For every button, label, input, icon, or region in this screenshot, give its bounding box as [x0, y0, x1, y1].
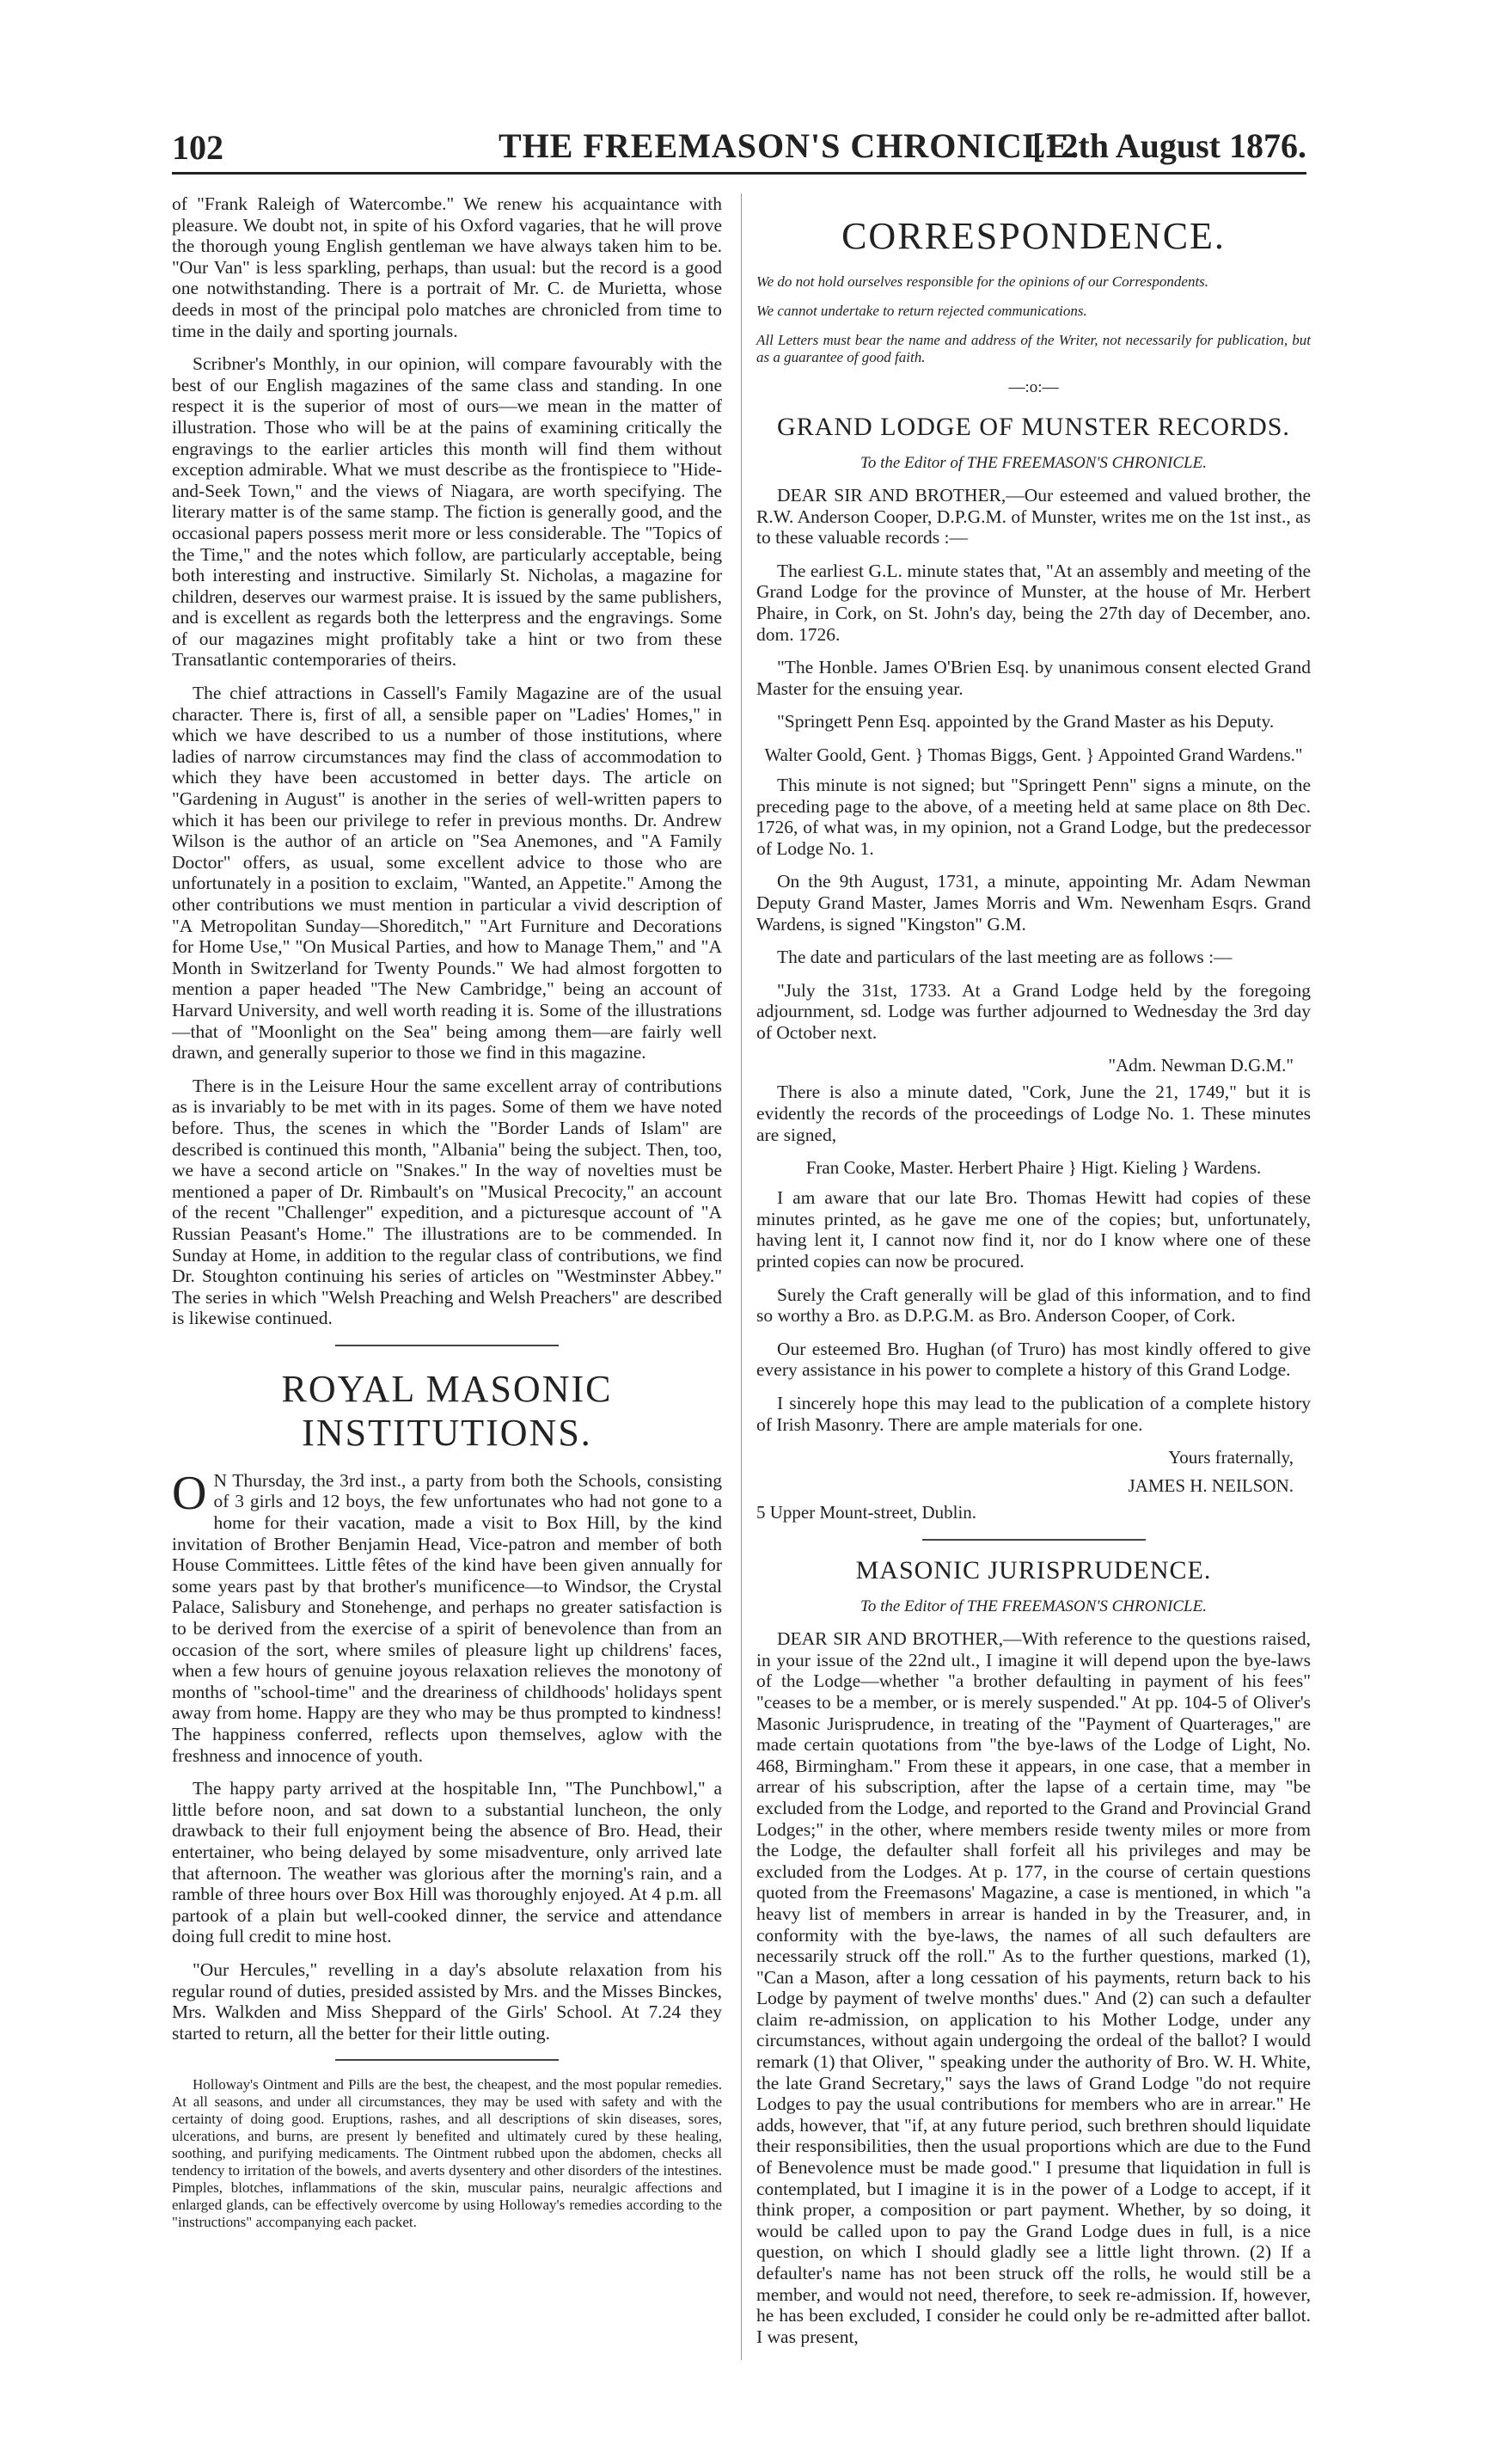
disclaimer: We cannot undertake to return rejected communications.: [756, 303, 1087, 319]
letter-paragraph: "July the 31st, 1733. At a Grand Lodge held by the foregoing adjournment, sd. Lodge was further adjourned to Wednesday the 3rd day of October next.: [756, 979, 1311, 1043]
rmi-paragraph: The happy party arrived at the hospitable Inn, "The Punchbowl," a little before noon, and sat down to a substantial luncheon, the only drawback to their full enjoyment being the absence of Bro. Head, their entertainer, who being delayed by some misadventure, only arrived late that afternoon. The weather was glorious after the morning's rain, and a ramble of three hours over Box Hill was thoroughly enjoyed. At 4 p.m. all partook of a plain but well-cooked dinner, the service and attendance doing full credit to mine host.: [172, 1778, 722, 1947]
letter-paragraph: "Springett Penn Esq. appointed by the Grand Master as his Deputy.: [777, 711, 1275, 732]
letter-paragraph: On the 9th August, 1731, a minute, appointing Mr. Adam Newman Deputy Grand Master, James Morris and Wm. Newenham Esqrs. Grand Wardens, is signed "Kingston" G.M.: [756, 871, 1311, 935]
rmi-paragraph: [172, 1466, 722, 1766]
disclaimer: All Letters must bear the name and address of the Writer, not necessarily for publication, but as a guarantee of good faith.: [756, 332, 1311, 365]
minute-signature: "Adm. Newman D.G.M.": [1108, 1055, 1294, 1076]
disclaimer: We do not hold ourselves responsible for the opinions of our Correspondents.: [756, 273, 1209, 290]
page-header: [172, 120, 1306, 175]
rmi-paragraph: "Our Hercules," revelling in a day's absolute relaxation from his regular round of duties, presided assisted by Mrs. and the Misses Binckes, Mrs. Walkden and Miss Sheppard of the Girls' School. At 7.24 they started to return, all the better for their little outing.: [172, 1958, 722, 2044]
holloway-advert: Holloway's Ointment and Pills are the best, the cheapest, and the most popular remedies. At all seasons, and under all circumstances, they may be used with safety and with the certainty of doing good. Eruptions, rashes, and all descriptions of skin diseases, sores, ulcerations, and burns, are present ly benefited and ultimately cured by these healing, soothing, and purifying medicaments. The Ointment rubbed upon the abdomen, checks all tendency to irritation of the bowels, and averts dysentery and other disorders of the intestines. Pimples, blotches, inflammations of the skin, muscular pains, neuralgic affections and enlarged glands, can be effectively overcome by using Holloway's remedies according to the "instructions" accompanying each packet.: [172, 2076, 722, 2231]
letter-paragraph: There is also a minute dated, "Cork, June the 21, 1749," but it is evidently the records of the proceedings of Lodge No. 1. These minutes are signed,: [756, 1082, 1311, 1145]
officers-list: Fran Cooke, Master. Herbert Phaire } Higt. Kieling } Wardens.: [805, 1157, 1262, 1179]
letter-paragraph: I sincerely hope this may lead to the publication of a complete history of Irish Masonry. There are ample materials for one.: [756, 1393, 1311, 1435]
review-paragraph: The chief attractions in Cassell's Family Magazine are of the usual character. There is, first of all, a sensible paper on "Ladies' Homes," in which we have described to us a number of those institutions, where ladies of narrow circumstances may find the class of accommodation to which they have been accustomed in better days. The article on "Gardening in August" is another in the series of well-written papers to which it has been our privilege to refer in previous months. Dr. Andrew Wilson is the author of an article on "Sea Anemones, and "A Family Doctor" offers, as usual, some excellent advice to those who are unfortunately in a position to exclaim, "Wanted, an Appetite." Among the other contributions we must mention in particular a vivid description of "A Metropolitan Sunday—Shoreditch," "Art Furniture and Decorations for Home Use," "On Musical Parties, and how to Manage Them," and "A Month in Switzerland for Twenty Pounds." We had almost forgotten to mention a paper headed "The New Cambridge," being an account of Harvard University, and well worth reading it is. Some of the illustrations—that of "Moonlight on the Sea" being among them—are fairly well drawn, and generally superior to those we find in this magazine.: [172, 683, 722, 1063]
jurisprudence-heading: MASONIC JURISPRUDENCE.: [855, 1556, 1212, 1585]
review-paragraph: of "Frank Raleigh of Watercombe." We renew his acquaintance with pleasure. We doubt not, in spite of his Oxford vagaries, that he will prove the thorough young English gentleman we have always taken him to be. "Our Van" is less sparkling, perhaps, than usual: but the record is a good one notwithstanding. There is a portrait of Mr. C. de Murietta, whose deeds in most of the principal polo matches are chronicled from time to time in the daily and sporting journals.: [172, 193, 722, 341]
letter-paragraph: Our esteemed Bro. Hughan (of Truro) has most kindly offered to give every assistance in his power to complete a history of this Grand Lodge.: [756, 1338, 1311, 1381]
separator-ornament: —:o:—: [1008, 378, 1059, 396]
wardens-list: Walter Goold, Gent. } Thomas Biggs, Gent. } Appointed Grand Wardens.": [764, 744, 1303, 765]
letter-paragraph: "The Honble. James O'Brien Esq. by unanimous consent elected Grand Master for the ensuing year.: [756, 657, 1311, 699]
drop-cap: O: [172, 1466, 207, 1520]
column-divider: [741, 193, 742, 2360]
letter-address-line: To the Editor of THE FREEMASON'S CHRONICLE.: [860, 454, 1207, 472]
page-number: 102: [172, 128, 223, 167]
issue-date: [12th August 1876.: [1032, 126, 1306, 165]
right-column: [756, 193, 1311, 2359]
letter-paragraph: The earliest G.L. minute states that, "At an assembly and meeting of the Grand Lodge for the province of Munster, at the house of Mr. Herbert Phaire, in Cork, on St. John's day, being the 27th day of December, ano. dom. 1726.: [756, 560, 1311, 645]
valediction: Yours fraternally,: [1168, 1447, 1294, 1468]
review-paragraph: Scribner's Monthly, in our opinion, will compare favourably with the best of our English magazines of the same class and standing. In one respect it is the superior of most of ours—we mean in the matter of illustration. Those who will be at the pains of examining critically the engravings to the earlier articles this month will find them without exception admirable. What we must describe as the frontispiece to "Hide-and-Seek Town," and the views of Niagara, are worth specifying. The literary matter is of the same stamp. The fiction is generally good, and the occasional papers possess merit more or less considerable. The "Topics of the Time," and the notes which follow, are particularly acceptable, being both interesting and instructive. Similarly St. Nicholas, a magazine for children, deserves our warmest praise. It is issued by the same publishers, and is excellent as regards both the letterpress and the engravings. Some of our magazines might profitably take a hint or two from these Transatlantic contemporaries of theirs.: [172, 353, 722, 671]
grand-lodge-heading: GRAND LODGE OF MUNSTER RECORDS.: [777, 413, 1290, 441]
letter-paragraph: I am aware that our late Bro. Thomas Hewitt had copies of these minutes printed, as he gave me one of the copies; but, unfortunately, having lent it, I cannot now find it, nor do I know where one of these printed copies can now be procured.: [756, 1187, 1311, 1272]
letter-paragraph: This minute is not signed; but "Springett Penn" signs a minute, on the preceding page to the above, of a meeting held at same place on 8th Dec. 1726, of what was, in my opinion, not a Grand Lodge, but the predecessor of Lodge No. 1.: [756, 774, 1311, 859]
letter-paragraph: The date and particulars of the last meeting are as follows :—: [777, 947, 1233, 968]
review-paragraph: There is in the Leisure Hour the same excellent array of contributions as is invariably to be met with in its pages. Some of them we have noted before. Thus, the scenes in which the "Border Lands of Islam" are described is continued this month, "Albania" being the subject. Then, too, we have a second article on "Snakes." In the way of novelties must be mentioned a paper of Dr. Rimbault's on "Musical Precocity," an account of the recent "Challenger" expedition, and a picturesque account of "A Russian Peasant's Home." The illustrations are to be commended. In Sunday at Home, in addition to the regular class of contributions, we find Dr. Stoughton continuing his series of articles on "Westminster Abbey." The series in which "Welsh Preaching and Welsh Preachers" are described is likewise continued.: [172, 1075, 722, 1329]
letter-address-line: To the Editor of THE FREEMASON'S CHRONICLE.: [860, 1597, 1207, 1616]
section-rule: [335, 1345, 559, 1346]
section-rule: [335, 2059, 559, 2061]
signature-name: JAMES H. NEILSON.: [1128, 1475, 1294, 1497]
rmi-paragraph-text: N Thursday, the 3rd inst., a party from both the Schools, consisting of 3 girls and 12 boys, the few unfortunates who had not gone to a home for their vacation, made a visit to Box Hill, by the kind invitation of Brother Benjamin Head, Vice-patron and member of both House Committees. Little fêtes of the kind have been given annually for some years past by that brother's munificence—to Windsor, the Crystal Palace, Salisbury and Stonehenge, and perhaps no greater satisfaction is to be derived from the exercise of a spirit of benevolence than from an occasion of the sort, where smiles of pleasure light up childrens' faces, when a few hours of genuine joyous relaxation relieves the monotony of months of "school-time" and the dreariness of childhoods' holidays spent away from home. Happy are they who may be thus prompted to kindness! The happiness conferred, reflects upon themselves, aglow with the freshness and innocence of youth.: [172, 1469, 722, 1766]
masthead-title: THE FREEMASON'S CHRONICLE.: [499, 126, 1080, 165]
letter-paragraph: DEAR SIR AND BROTHER,—Our esteemed and valued brother, the R.W. Anderson Cooper, D.P.G.M. of Munster, writes me on the 1st inst., as to these valuable records :—: [756, 485, 1311, 549]
sender-address: 5 Upper Mount-street, Dublin.: [756, 1502, 977, 1523]
letter-paragraph: DEAR SIR AND BROTHER,—With reference to the questions raised, in your issue of the 22nd ult., I imagine it will depend upon the bye-laws of the Lodge—whether "a brother defaulting in payment of his fees" "ceases to be a member, or is merely suspended." At pp. 104-5 of Oliver's Masonic Jurisprudence, in treating of the "Payment of Quarterages," are made certain quotations from "the bye-laws of the Lodge of Light, No. 468, Birmingham." From these it appears, in one case, that a member in arrear of his subscription, after the lapse of a certain time, may "be excluded from the Lodge, and reported to the Grand and Provincial Grand Lodges;" in the other, where members reside twenty miles or more from the Lodge, the defaulter shall forfeit all his privileges and may be excluded from the Lodges. At p. 177, in the course of certain questions quoted from the Freemasons' Magazine, a case is mentioned, in which "a heavy list of members in arrear is handed in by the Treasurer, and, in conformity with the bye-laws, the names of all such defaulters are necessarily struck off the roll." As to the further questions, marked (1), "Can a Mason, after a long cessation of his payments, return back to his Lodge by payment of twelve months' dues." And (2) can such a defaulter claim re-admission, on application to his Mother Lodge, under any circumstances, without again undergoing the ordeal of the ballot? I would remark (1) that Oliver, " speaking under the authority of Bro. W. H. White, the late Grand Secretary," says the laws of Grand Lodge "do not require Lodges to pay the usual contributions for members who are in arrear." He adds, however, that "if, at any future period, such brethren should liquidate their responsibilities, then the usual proportions which are due to the Fund of Benevolence must be made good." I presume that liquidation in full is contemplated, but I imagine it is in the power of a Lodge to accept, if it think proper, a composition or part payment. Whether, by so doing, it would be called upon to pay the Grand Lodge dues in full, is a nice question, on which I should gladly see a little light thrown. (2) If a defaulter's name has not been struck off the rolls, he would still be a member, and would not need, therefore, to seek re-admission. If, however, he has been excluded, I consider he could only be re-admitted after ballot. I was present,: [756, 1628, 1311, 2347]
left-column: [172, 193, 722, 2243]
rmi-heading: ROYAL MASONIC INSTITUTIONS.: [281, 1367, 613, 1454]
section-rule: [922, 1539, 1146, 1541]
letter-paragraph: Surely the Craft generally will be glad of this information, and to find so worthy a Bro. as D.P.G.M. as Bro. Anderson Cooper, of Cork.: [756, 1284, 1311, 1327]
correspondence-heading: CORRESPONDENCE.: [841, 215, 1226, 257]
